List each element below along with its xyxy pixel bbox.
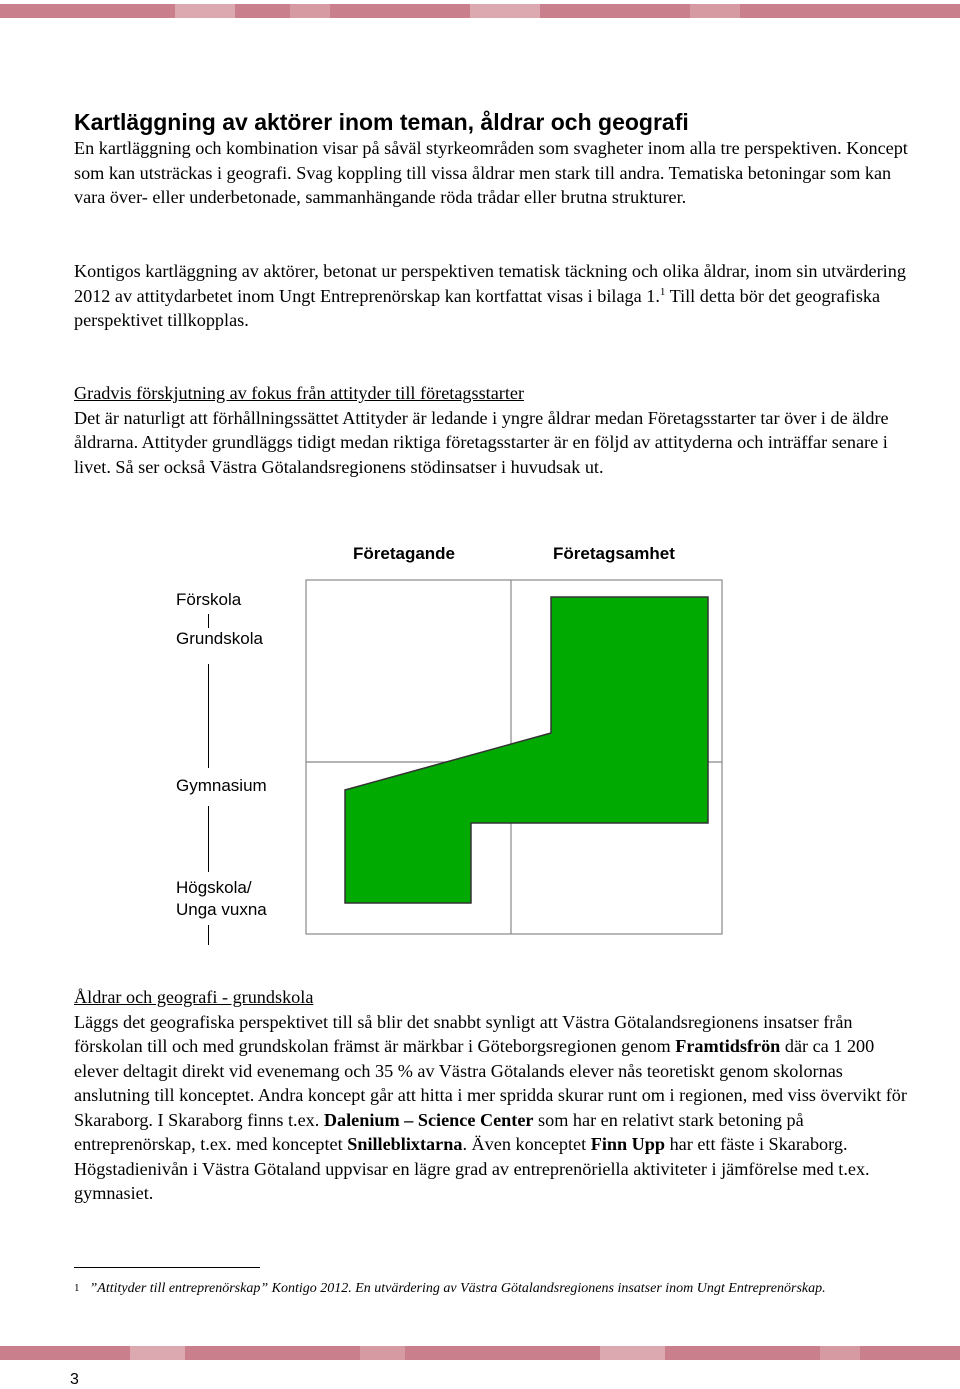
footnote xyxy=(74,1279,874,1298)
figure-row-gymnasium: Gymnasium xyxy=(176,776,267,795)
finn-upp-bold: Finn Upp xyxy=(590,1134,666,1154)
aldrar-text: där ca 1 200 elever deltagit direkt vid evenemang och 35 % av Västra Götalands elever nås teoretiskt genom skolornas anslutning till konceptet. Andra koncept går att hitta i mer spridda skurar runt om i regionen, med viss övervikt för Skaraborg. I Skaraborg finns t.ex. xyxy=(74,1036,907,1130)
footnote-ref[interactable]: 1 xyxy=(659,285,666,298)
page-heading: Kartläggning av aktörer inom teman, åldrar och geografi xyxy=(74,109,689,135)
aldrar-text: som har en relativt stark betoning på entreprenörskap, t.ex. med konceptet xyxy=(74,1109,804,1154)
footnote-text: ”Attityder till entreprenörskap” Kontigo 2012. En utvärdering av Västra Götalandsregionens insatser inom Ungt Entreprenörskap. xyxy=(89,1281,826,1296)
footer-band xyxy=(0,1346,960,1360)
focus-shape xyxy=(345,597,708,903)
figure-col-foretagande: Företagande xyxy=(353,544,456,563)
aldrar-text: har ett fäste i Skaraborg. Högstadienivån i Västra Götaland uppvisar en lägre grad av entreprenöriella aktiviteter i jämförelse med t.ex. gymnasiet. xyxy=(74,1134,870,1203)
gradvis-title: Gradvis förskjutning av fokus från attityder till företagsstarter xyxy=(74,383,525,403)
aldrar-text: Läggs det geografiska perspektivet till så blir det snabbt synligt att Västra Götalandsregionens insatser från förskolan till och med grundskolan främst är märkbar i Göteborgsregionen genom xyxy=(74,1011,853,1056)
figure-col-foretagsamhet: Företagsamhet xyxy=(553,544,675,563)
kontigos-text-2: Till detta bör det geografiska perspektivet tillkopplas. xyxy=(74,285,881,330)
figure-row-forskola: Förskola xyxy=(176,590,242,609)
framtidsfron-bold: Framtidsfrön xyxy=(675,1036,781,1056)
intro-paragraph: En kartläggning och kombination visar på såväl styrkeområden som svagheter inom alla tre perspektiven. Koncept som kan utsträckas i geografi. Svag koppling till vissa åldrar men stark till andra. Tematiska betoningar som kan vara över- eller underbetonade, sammanhängande röda trådar eller brutna strukturer. xyxy=(74,138,908,207)
snilleblixtarna-bold: Snilleblixtarna xyxy=(347,1134,463,1154)
figure-row-hogskola: Högskola/ xyxy=(176,878,252,897)
aldrar-section xyxy=(74,985,919,1206)
dalenium-bold: Dalenium – Science Center xyxy=(323,1109,534,1130)
footnote-divider xyxy=(74,1267,260,1268)
aldrar-title: Åldrar och geografi - grundskola xyxy=(74,987,314,1007)
footnote-number: 1 xyxy=(74,1282,80,1294)
figure-row-grundskola: Grundskola xyxy=(176,629,263,648)
page-number: 3 xyxy=(70,1371,79,1388)
gradvis-text: Det är naturligt att förhållningssättet Attityder är ledande i yngre åldrar medan Företagsstarter tar över i de äldre åldrarna. Attityder grundläggs tidigt medan riktiga företagsstarter är en följd av attityderna och inträffar senare i livet. Så ser också Västra Götalandsregionens stödinsatser i huvudsak ut. xyxy=(74,407,889,477)
aldrar-text: . Även konceptet xyxy=(462,1134,591,1154)
kontigos-text: Kontigos kartläggning av aktörer, betonat ur perspektiven tematisk täckning och olika åldrar, inom sin utvärdering 2012 av attitydarbetet inom Ungt Entreprenörskap kan kortfattat visas i bilaga 1. xyxy=(74,261,906,306)
figure-row-unga-vuxna: Unga vuxna xyxy=(176,900,267,919)
